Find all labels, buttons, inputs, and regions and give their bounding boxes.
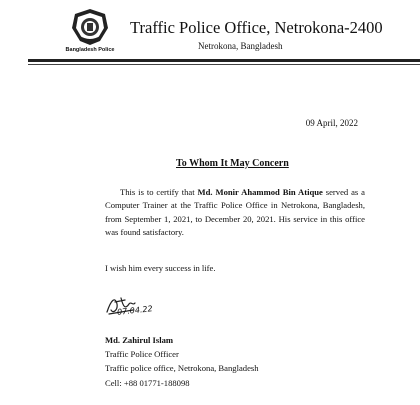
paragraph-rest: served as a Computer Trainer at the Traffic Police Office in Netrokona, Bangladesh, from September 1, 2021, to December 20, 2021. His service in this office was found satisfactory. (105, 187, 365, 237)
police-logo (60, 8, 120, 53)
office-title: Traffic Police Office, Netrokona-2400 (130, 18, 383, 37)
handwritten-date: 07.04.22 (116, 304, 153, 317)
signatory-office: Traffic police office, Netrokona, Bangladesh (105, 363, 259, 374)
paragraph-intro: This is to certify that (120, 187, 198, 197)
office-subtitle: Netrokona, Bangladesh (198, 41, 283, 51)
police-emblem-icon (70, 8, 110, 46)
header-divider-thin (28, 64, 420, 65)
logo-caption: Bangladesh Police (65, 47, 115, 53)
letter-date: 09 April, 2022 (305, 118, 358, 128)
closing-wish: I wish him every success in life. (105, 263, 216, 273)
signatory-cell: Cell: +88 01771-188098 (105, 377, 190, 388)
header-divider-thick (28, 59, 420, 62)
letter-subject: To Whom It May Concern (176, 158, 289, 169)
certificate-paragraph (105, 186, 365, 239)
person-name: Md. Monir Ahammod Bin Atique (197, 187, 323, 197)
signatory-name: Md. Zahirul Islam (105, 335, 174, 345)
signatory-block (105, 333, 259, 390)
signatory-designation: Traffic Police Officer (105, 349, 179, 360)
